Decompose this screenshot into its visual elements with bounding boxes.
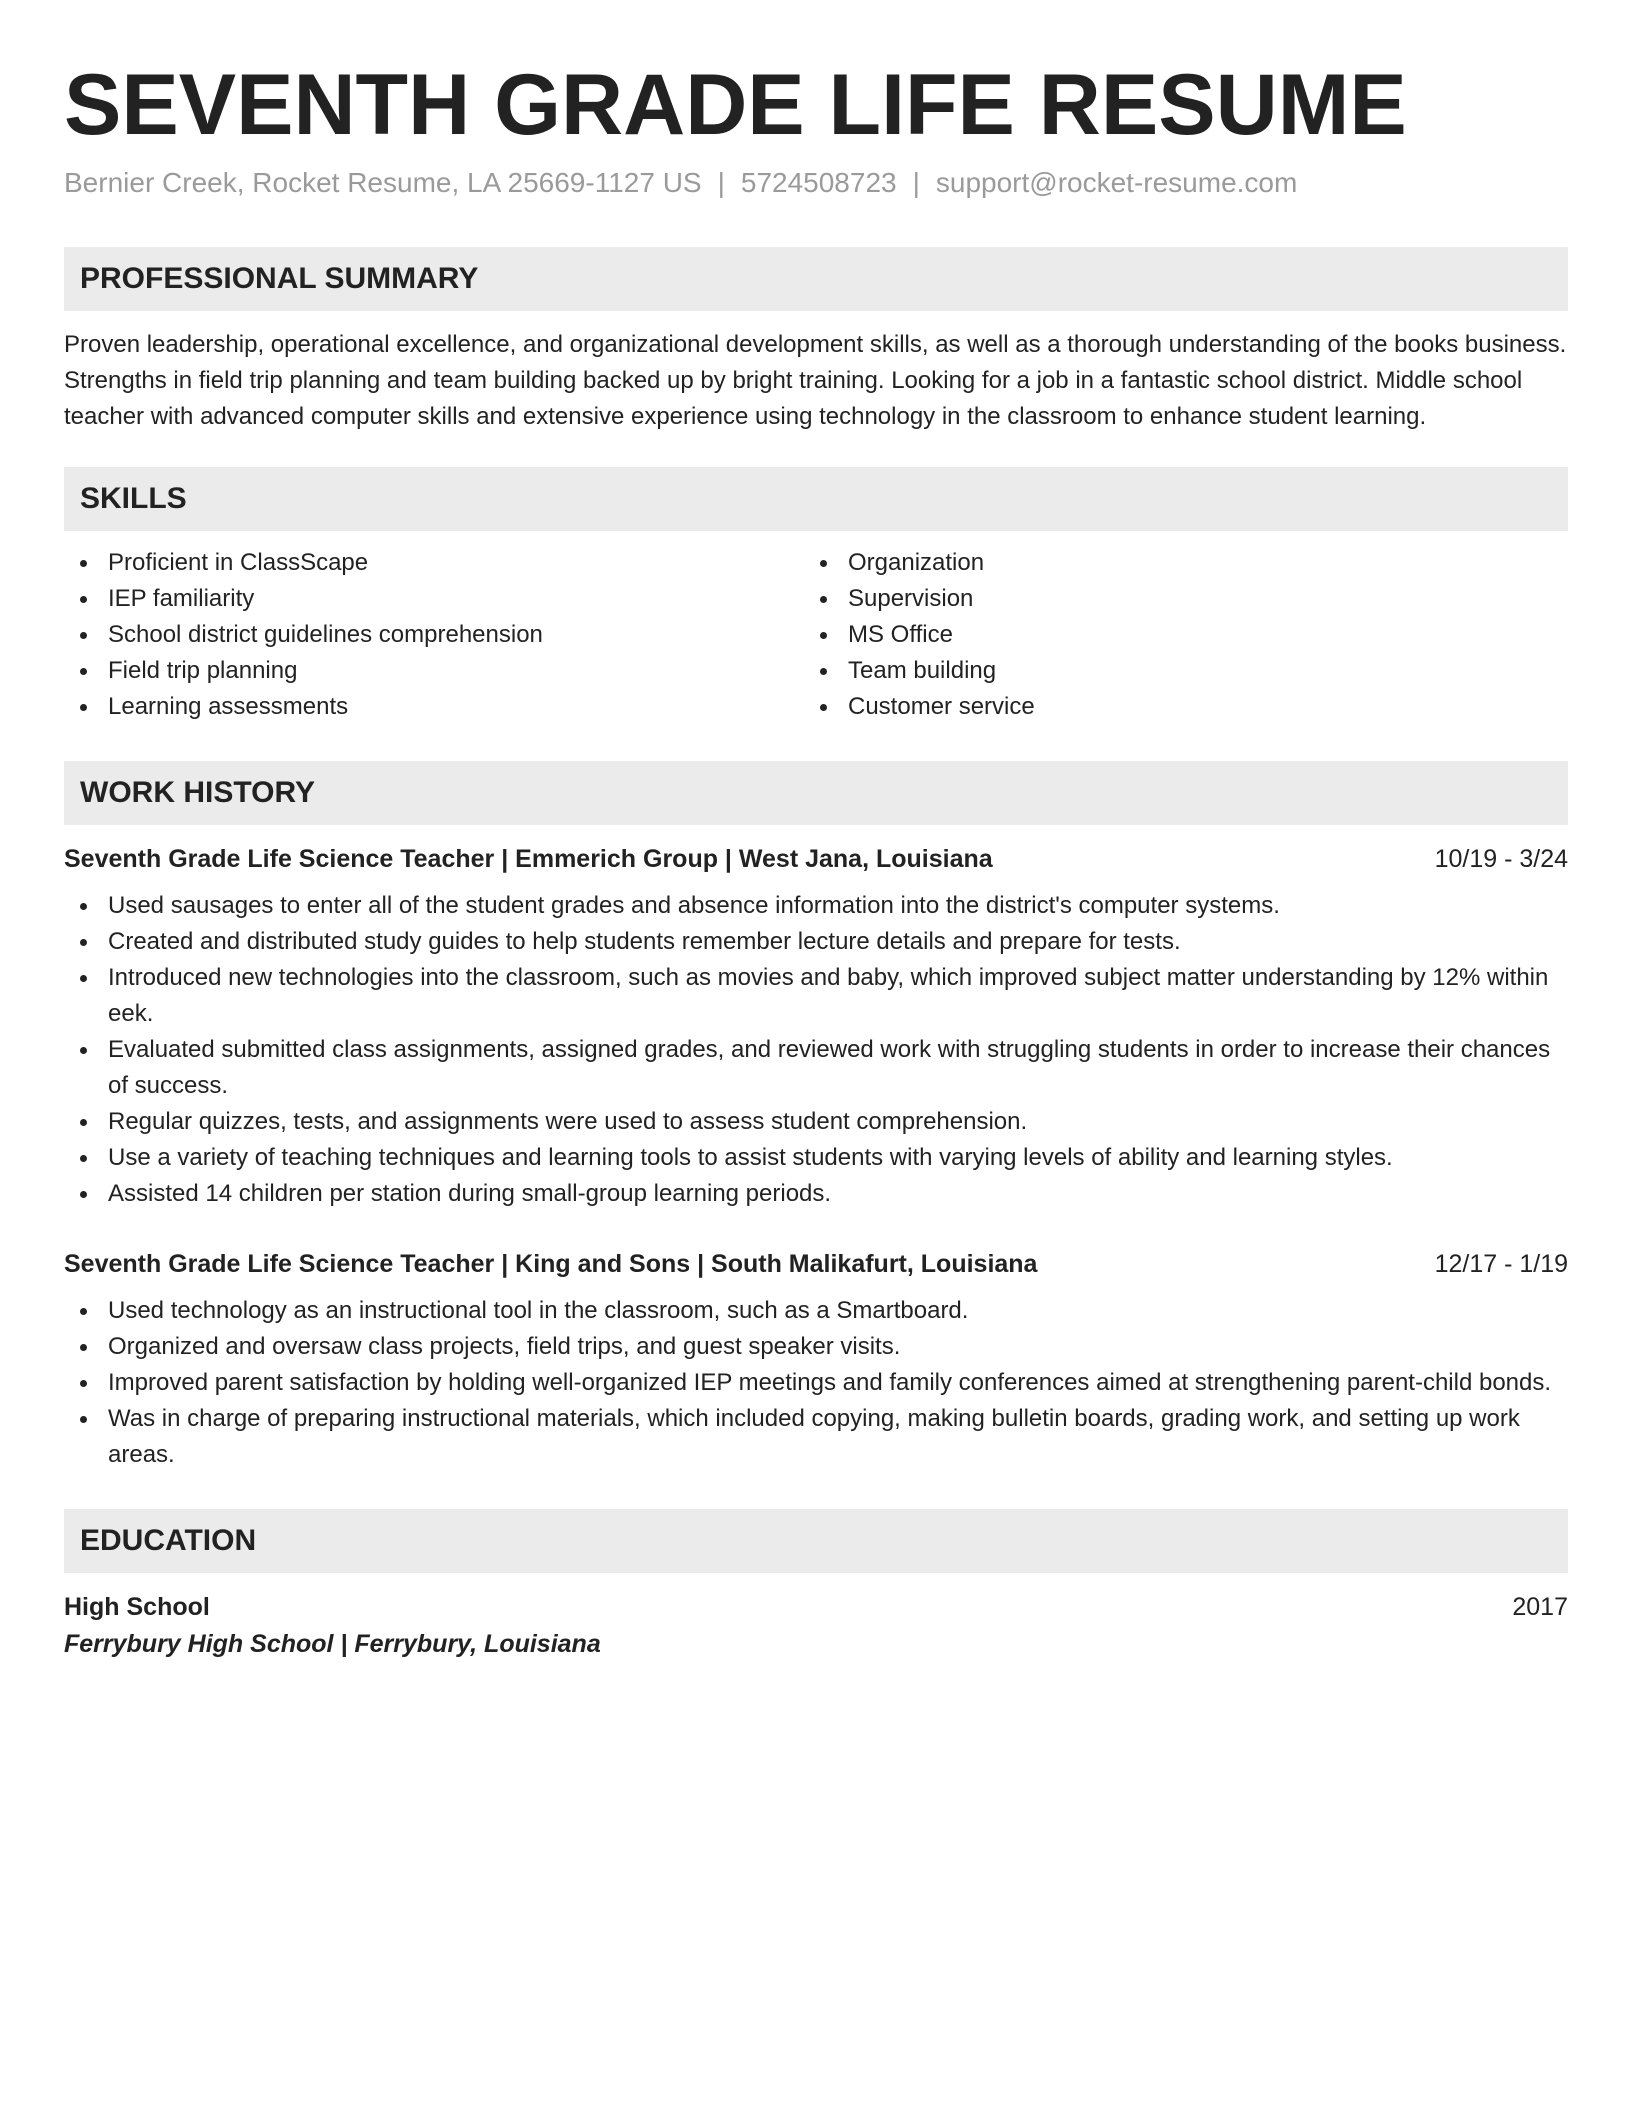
- job-bullet: Assisted 14 children per station during small-group learning periods.: [64, 1176, 1568, 1212]
- section-heading-education: EDUCATION: [64, 1509, 1568, 1573]
- job-bullet: Regular quizzes, tests, and assignments were used to assess student comprehension.: [64, 1104, 1568, 1140]
- skill-item: Organization: [804, 545, 1564, 581]
- skill-item: Supervision: [804, 581, 1564, 617]
- skill-item: Team building: [804, 653, 1564, 689]
- job-bullet: Used sausages to enter all of the student grades and absence information into the district's computer systems.: [64, 888, 1568, 924]
- job-bullet: Improved parent satisfaction by holding well-organized IEP meetings and family conferences aimed at strengthening parent-child bonds.: [64, 1365, 1568, 1401]
- skills-list: [64, 545, 1568, 725]
- skill-item: Proficient in ClassScape: [64, 545, 804, 581]
- skill-item: Customer service: [804, 689, 1564, 725]
- skill-item: School district guidelines comprehension: [64, 617, 804, 653]
- skill-item: MS Office: [804, 617, 1564, 653]
- job-bullets: [64, 1293, 1568, 1473]
- job-header: [64, 845, 1568, 874]
- skill-item: Learning assessments: [64, 689, 804, 725]
- contact-separator: |: [912, 166, 920, 198]
- contact-line: [64, 167, 1568, 199]
- skills-column-left: [64, 545, 804, 725]
- summary-text: Proven leadership, operational excellence, and organizational development skills, as well as a thorough understanding of the books business. Strengths in field trip planning and team building backed up by bright training. Looking for a job in a fantastic school district. Middle school teacher with advanced computer skills and extensive experience using technology in the classroom to enhance student learning.: [64, 330, 1567, 430]
- job-heading: Seventh Grade Life Science Teacher | King and Sons | South Malikafurt, Louisiana: [64, 1249, 1038, 1278]
- job-entry: [64, 845, 1568, 1212]
- job-bullet: Evaluated submitted class assignments, assigned grades, and reviewed work with struggling students in order to increase their chances of success.: [64, 1032, 1568, 1104]
- contact-email[interactable]: support@rocket-resume.com: [935, 166, 1298, 198]
- job-entry: [64, 1250, 1568, 1473]
- job-bullet: Used technology as an instructional tool in the classroom, such as a Smartboard.: [64, 1293, 1568, 1329]
- section-heading-skills: SKILLS: [64, 467, 1568, 531]
- job-bullet: Introduced new technologies into the classroom, such as movies and baby, which improved subject matter understanding by 12% within eek.: [64, 960, 1568, 1032]
- education-header: [64, 1593, 1568, 1622]
- skills-column-right: [804, 545, 1564, 725]
- job-bullets: [64, 888, 1568, 1212]
- job-heading: Seventh Grade Life Science Teacher | Emmerich Group | West Jana, Louisiana: [64, 844, 993, 873]
- job-bullet: Organized and oversaw class projects, field trips, and guest speaker visits.: [64, 1329, 1568, 1365]
- resume-name: SEVENTH GRADE LIFE RESUME: [64, 57, 1407, 153]
- job-bullet: Was in charge of preparing instructional materials, which included copying, making bulletin boards, grading work, and setting up work areas.: [64, 1401, 1568, 1473]
- skill-item: Field trip planning: [64, 653, 804, 689]
- education-degree: High School: [64, 1592, 210, 1621]
- job-header: [64, 1250, 1568, 1279]
- contact-phone: 5724508723: [740, 166, 897, 198]
- job-bullet: Created and distributed study guides to help students remember lecture details and prepare for tests.: [64, 924, 1568, 960]
- job-dates: 10/19 - 3/24: [1434, 844, 1568, 873]
- job-dates: 12/17 - 1/19: [1434, 1249, 1568, 1278]
- section-heading-summary: PROFESSIONAL SUMMARY: [64, 247, 1568, 311]
- education-school: Ferrybury High School | Ferrybury, Louisiana: [64, 1629, 601, 1658]
- education-year: 2017: [1512, 1592, 1568, 1621]
- section-heading-work: WORK HISTORY: [64, 761, 1568, 825]
- contact-separator: |: [717, 166, 725, 198]
- skill-item: IEP familiarity: [64, 581, 804, 617]
- contact-address: Bernier Creek, Rocket Resume, LA 25669-1127 US: [64, 166, 702, 198]
- job-bullet: Use a variety of teaching techniques and learning tools to assist students with varying levels of ability and learning styles.: [64, 1140, 1568, 1176]
